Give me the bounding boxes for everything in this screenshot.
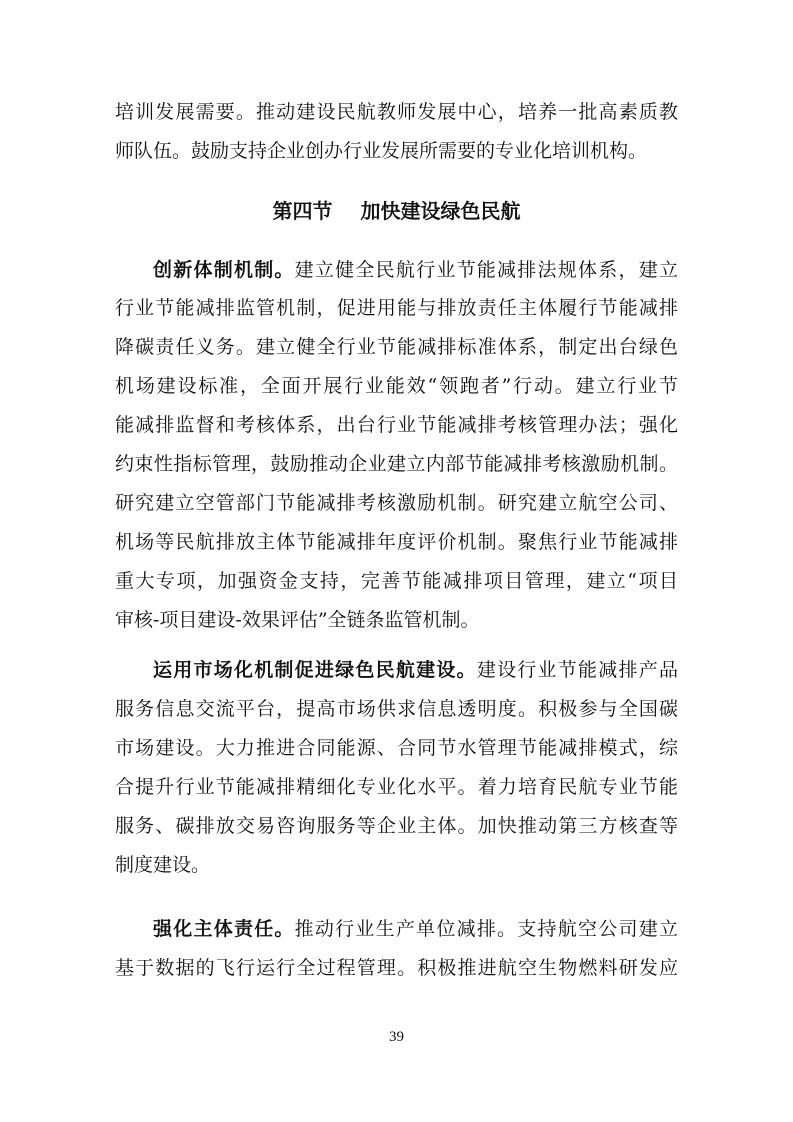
text-line: 基于数据的飞行运行全过程管理。积极推进航空生物燃料研发应 <box>115 957 678 979</box>
text-run: 建立健全民航行业节能减排法规体系，建立 <box>294 259 678 281</box>
text-line: 培训发展需要。推动建设民航教师发展中心，培养一批高素质教 <box>115 101 678 123</box>
text-line: 制度建设。 <box>115 854 211 876</box>
text-line: 约束性指标管理，鼓励推动企业建立内部节能减排考核激励机制。 <box>115 453 678 475</box>
paragraph-first-line <box>153 658 678 682</box>
text-line: 审核-项目建设-效果评估”全链条监管机制。 <box>115 609 480 631</box>
text-line: 降碳责任义务。建立健全行业节能减排标准体系，制定出台绿色 <box>115 336 678 358</box>
paragraph-first-line <box>153 258 678 282</box>
text-line: 机场建设标准，全面开展行业能效“领跑者”行动。建立行业节 <box>115 375 678 397</box>
paragraph-lead: 运用市场化机制促进绿色民航建设。 <box>153 659 477 681</box>
text-run: 推动行业生产单位减排。支持航空公司建立 <box>294 918 678 940</box>
text-line: 合提升行业节能减排精细化专业化水平。着力培育民航专业节能 <box>115 776 678 798</box>
page-number: 39 <box>389 1029 404 1045</box>
text-line: 研究建立空管部门节能减排考核激励机制。研究建立航空公司、 <box>115 492 678 514</box>
text-line: 师队伍。鼓励支持企业创办行业发展所需要的专业化培训机构。 <box>115 140 648 162</box>
text-line: 服务信息交流平台，提高市场供求信息透明度。积极参与全国碳 <box>115 698 678 720</box>
paragraph-lead: 强化主体责任。 <box>153 918 295 940</box>
text-line: 行业节能减排监管机制，促进用能与排放责任主体履行节能减排 <box>115 297 678 319</box>
section-title: 加快建设绿色民航 <box>360 199 521 223</box>
text-line: 机场等民航排放主体节能减排年度评价机制。聚焦行业节能减排 <box>115 531 678 553</box>
paragraph-lead: 创新体制机制。 <box>153 259 295 281</box>
text-line: 市场建设。大力推进合同能源、合同节水管理节能减排模式，综 <box>115 737 678 759</box>
section-number: 第四节 <box>272 199 333 223</box>
paragraph-first-line <box>153 917 678 941</box>
text-line: 服务、碳排放交易咨询服务等企业主体。加快推动第三方核查等 <box>115 815 678 837</box>
text-line: 重大专项，加强资金支持，完善节能减排项目管理，建立“项目 <box>115 570 678 592</box>
section-heading <box>0 198 793 224</box>
text-run: 建设行业节能减排产品 <box>476 659 678 681</box>
text-line: 能减排监督和考核体系，出台行业节能减排考核管理办法；强化 <box>115 414 678 436</box>
